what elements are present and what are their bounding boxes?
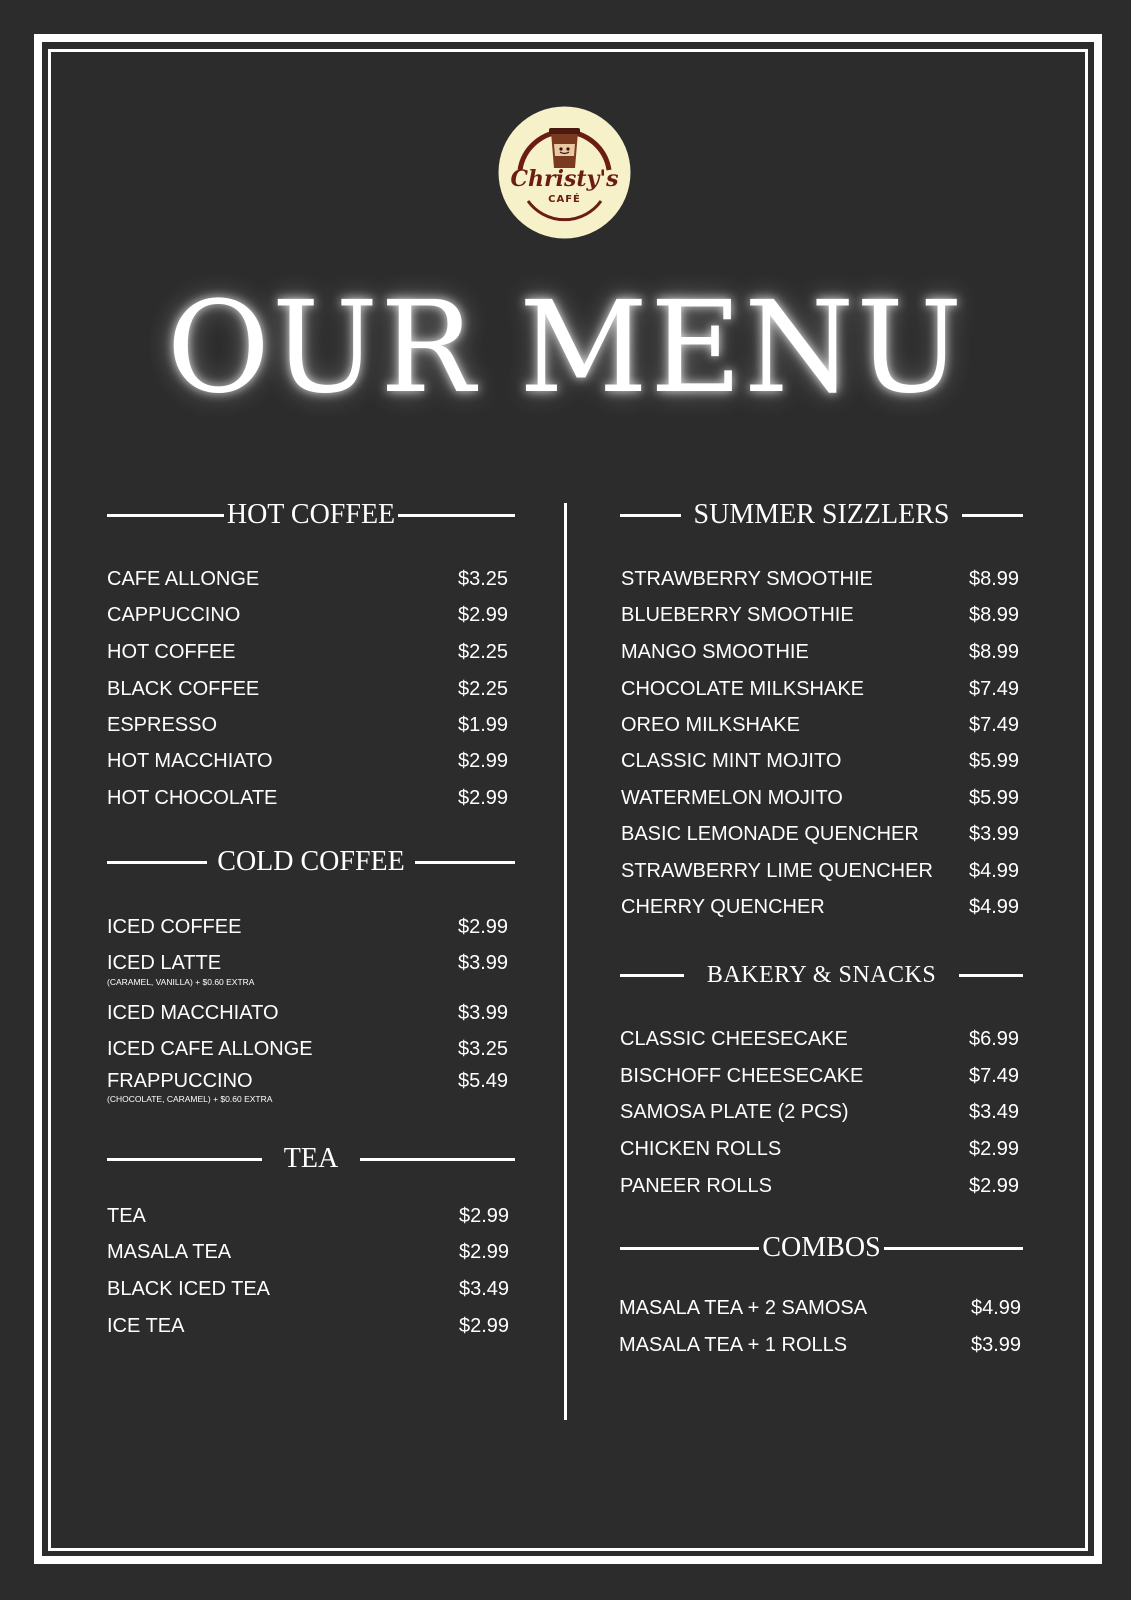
item-note: (CARAMEL, VANILLA) + $0.60 EXTRA xyxy=(107,977,255,987)
item-note: (CHOCOLATE, CARAMEL) + $0.60 EXTRA xyxy=(107,1094,273,1104)
item-price: $2.99 xyxy=(459,1315,510,1337)
item-price: $3.49 xyxy=(969,1101,1020,1123)
item-price: $3.99 xyxy=(458,952,509,974)
item-name: TEA xyxy=(107,1205,146,1227)
item-price: $2.99 xyxy=(459,1241,510,1263)
heading-rule-right xyxy=(884,1247,1023,1250)
heading-rule-left xyxy=(620,1247,759,1250)
item-name: MASALA TEA + 2 SAMOSA xyxy=(619,1297,868,1319)
item-name: BLACK COFFEE xyxy=(107,678,260,700)
item-name: CHOCOLATE MILKSHAKE xyxy=(621,678,865,700)
heading-rule-left xyxy=(620,514,681,517)
item-name: HOT CHOCOLATE xyxy=(107,787,278,809)
item-price: $4.99 xyxy=(969,896,1020,918)
item-name: ICED MACCHIATO xyxy=(107,1002,279,1024)
item-name: ICED CAFE ALLONGE xyxy=(107,1038,313,1060)
item-price: $4.99 xyxy=(969,860,1020,882)
item-price: $7.49 xyxy=(969,678,1020,700)
item-price: $3.49 xyxy=(459,1278,510,1300)
item-price: $3.99 xyxy=(969,823,1020,845)
item-name: HOT MACCHIATO xyxy=(107,750,273,772)
item-name: CLASSIC CHEESECAKE xyxy=(620,1028,848,1050)
item-price: $2.99 xyxy=(969,1175,1020,1197)
coffee-cup-icon xyxy=(498,106,631,239)
item-name: BASIC LEMONADE QUENCHER xyxy=(621,823,919,845)
item-price: $8.99 xyxy=(969,604,1020,626)
item-price: $3.99 xyxy=(458,1002,509,1024)
heading-rule-right xyxy=(962,514,1023,517)
item-price: $6.99 xyxy=(969,1028,1020,1050)
item-price: $5.99 xyxy=(969,787,1020,809)
item-name: ICE TEA xyxy=(107,1315,185,1337)
heading-rule-right xyxy=(398,514,515,517)
item-price: $7.49 xyxy=(969,714,1020,736)
item-name: BISCHOFF CHEESECAKE xyxy=(620,1065,864,1087)
item-price: $5.49 xyxy=(458,1070,509,1092)
item-price: $2.99 xyxy=(458,916,509,938)
item-name: MASALA TEA xyxy=(107,1241,232,1263)
svg-text:Christy's: Christy's xyxy=(510,166,619,192)
heading-rule-left xyxy=(107,861,207,864)
item-price: $3.99 xyxy=(971,1334,1022,1356)
section-heading-summer-sizzlers xyxy=(620,499,1023,531)
item-name: ICED COFFEE xyxy=(107,916,242,938)
item-price: $5.99 xyxy=(969,750,1020,772)
item-name: CHERRY QUENCHER xyxy=(621,896,825,918)
item-price: $8.99 xyxy=(969,641,1020,663)
item-price: $8.99 xyxy=(969,568,1020,590)
item-name: CLASSIC MINT MOJITO xyxy=(621,750,842,772)
item-price: $2.99 xyxy=(458,787,509,809)
item-name: ICED LATTE xyxy=(107,952,222,974)
heading-rule-left xyxy=(107,1158,262,1161)
item-price: $4.99 xyxy=(971,1297,1022,1319)
item-price: $2.25 xyxy=(458,641,509,663)
section-heading-cold-coffee xyxy=(107,846,515,878)
item-name: OREO MILKSHAKE xyxy=(621,714,800,736)
item-price: $2.25 xyxy=(458,678,509,700)
section-heading-combos xyxy=(620,1232,1023,1264)
item-name: STRAWBERRY LIME QUENCHER xyxy=(621,860,933,882)
item-name: CAFE ALLONGE xyxy=(107,568,260,590)
item-name: CHICKEN ROLLS xyxy=(620,1138,782,1160)
item-name: SAMOSA PLATE (2 PCS) xyxy=(620,1101,849,1123)
heading-rule-left xyxy=(107,514,224,517)
item-name: MASALA TEA + 1 ROLLS xyxy=(619,1334,848,1356)
item-price: $1.99 xyxy=(458,714,509,736)
cafe-logo xyxy=(498,106,631,239)
section-heading-bakery-snacks xyxy=(620,959,1023,991)
column-divider xyxy=(564,503,567,1420)
item-name: BLUEBERRY SMOOTHIE xyxy=(621,604,854,626)
heading-rule-left xyxy=(620,974,684,977)
item-name: BLACK ICED TEA xyxy=(107,1278,271,1300)
item-name: ESPRESSO xyxy=(107,714,218,736)
section-title: COMBOS xyxy=(762,1232,881,1263)
heading-rule-right xyxy=(415,861,515,864)
heading-rule-right xyxy=(360,1158,515,1161)
item-price: $2.99 xyxy=(458,604,509,626)
item-name: STRAWBERRY SMOOTHIE xyxy=(621,568,873,590)
section-title: SUMMER SIZZLERS xyxy=(693,499,950,530)
item-price: $3.25 xyxy=(458,1038,509,1060)
svg-text:CAFÉ: CAFÉ xyxy=(548,194,581,205)
section-title: HOT COFFEE xyxy=(226,499,396,530)
item-name: HOT COFFEE xyxy=(107,641,236,663)
item-name: MANGO SMOOTHIE xyxy=(621,641,809,663)
item-price: $2.99 xyxy=(969,1138,1020,1160)
section-title: COLD COFFEE xyxy=(217,846,405,877)
section-heading-hot-coffee xyxy=(107,499,515,531)
section-title: TEA xyxy=(283,1143,339,1174)
section-heading-tea xyxy=(107,1143,515,1175)
item-name: PANEER ROLLS xyxy=(620,1175,772,1197)
item-price: $7.49 xyxy=(969,1065,1020,1087)
section-title: BAKERY & SNACKS xyxy=(706,962,937,988)
heading-rule-right xyxy=(959,974,1023,977)
item-price: $3.25 xyxy=(458,568,509,590)
item-name: CAPPUCCINO xyxy=(107,604,241,626)
item-name: FRAPPUCCINO xyxy=(107,1070,253,1092)
item-price: $2.99 xyxy=(459,1205,510,1227)
page-title: OUR MENU xyxy=(166,274,965,421)
item-name: WATERMELON MOJITO xyxy=(621,787,843,809)
item-price: $2.99 xyxy=(458,750,509,772)
